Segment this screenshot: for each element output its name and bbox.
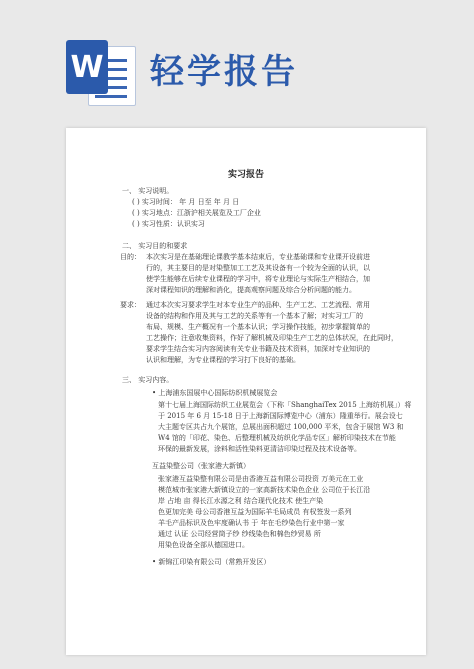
requirement-line: 工艺操作；注意收集资料，作好了解机械及印染生产工艺的总体状况，在此同时， bbox=[146, 334, 398, 342]
requirement-label: 要求： bbox=[120, 301, 141, 309]
banner bbox=[0, 0, 474, 115]
sub-item-line: 张家港互益染整有限公司是由香港互益有限公司投资 万美元在工业 bbox=[158, 475, 364, 483]
sub-item-line: 于 2015 年 6 月 15-18 日于上海新国际博览中心（浦东）隆重举行。展会设七 bbox=[158, 412, 403, 420]
sub-item-line: 大主题专区共占九个展馆，总展出面积超过 100,000 平米，包含于展馆 W3 和 bbox=[158, 423, 404, 431]
goal-line: 深对课程知识的理解和消化，提高观察问题及综合分析问题的能力。 bbox=[146, 286, 356, 294]
sub-item-line: 第十七届上海国际纺织工业展览会（下称「ShanghaiTex 2015 上海纺机展」）将 bbox=[158, 401, 412, 409]
practice-time: ( ) 实习时间： 年 月 日至 年 月 日 bbox=[132, 198, 240, 206]
sub-item-line: 用染色设备全部从德国进口。 bbox=[158, 541, 249, 549]
sub-item-title: • 新锦江印染有限公司（常熟开发区） bbox=[152, 558, 271, 566]
requirement-line: 布局、规模、生产概况有一个基本认识；学习操作技能，初步掌握简单的 bbox=[146, 323, 370, 331]
sub-item-line: 岸 占地 亩 得长江水源之利 结合现代化技术 使生产染 bbox=[158, 497, 324, 505]
requirement-line: 通过本次实习要求学生对本专业生产的品种、生产工艺、工艺流程、常用 bbox=[146, 301, 370, 309]
sub-item-title: • 上海浦东国展中心国际纺织机械展览会 bbox=[152, 389, 278, 397]
sub-item-line: W4 馆的「印花、染色、后整理机械及纺织化学品专区」解析印染技术在节能 bbox=[158, 434, 396, 442]
practice-location: ( ) 实习地点：江浙沪相关展览及工厂企业 bbox=[132, 209, 261, 217]
sub-item-line: 色更加完美 母公司香港互益为国际羊毛局成员 有权签发一系列 bbox=[158, 508, 352, 516]
requirement-line: 认识和理解，为专业课程的学习打下良好的基础。 bbox=[146, 356, 300, 364]
goal-line: 本次实习是在基础理论课教学基本结束后，专业基础课和专业课开设前进 bbox=[146, 253, 370, 261]
word-document-icon bbox=[66, 40, 136, 108]
requirement-line: 设备的结构和作用及其与工艺的关系等有一个基本了解；对实习工厂的 bbox=[146, 312, 363, 320]
document-title: 实习报告 bbox=[228, 170, 265, 180]
banner-title: 轻学报告 bbox=[150, 52, 298, 92]
section-3-heading: 三、 实习内容。 bbox=[122, 376, 174, 384]
sub-item-line: 环保的最新发展，涂料和活性染料更清洁印染过程及技术设备等。 bbox=[158, 445, 361, 453]
goal-line: 使学生能够在后续专业课程的学习中，将专业理论与实际生产相结合，加 bbox=[146, 275, 370, 283]
sub-item-line: 通过 认证 公司经营筒子纱 纱线染色和棉色纱贸易 所 bbox=[158, 530, 321, 538]
document-page bbox=[66, 128, 426, 655]
requirement-line: 要求学生结合实习内容阅读有关专业书籍及技术资料，加深对专业知识的 bbox=[146, 345, 370, 353]
word-logo-letter: W bbox=[66, 40, 108, 94]
section-1-heading: 一、 实习说明。 bbox=[122, 187, 174, 195]
goal-label: 目的： bbox=[120, 253, 141, 261]
goal-line: 行的，其主要目的是对染整加工工艺及其设备有一个较为全面的认识，以 bbox=[146, 264, 370, 272]
sub-item-title: 互益染整公司（张家港大新镇） bbox=[152, 462, 250, 470]
section-2-heading: 二、 实习目的和要求 bbox=[122, 242, 188, 250]
sub-item-line: 羊毛产品标识及色牢度确认书 于 年在毛纱染色行业中第一家 bbox=[158, 519, 345, 527]
practice-type: ( ) 实习性质：认识实习 bbox=[132, 220, 205, 228]
sub-item-line: 模范城市张家港大新镇设立的一家高新技术染色企业 公司位于长江沿 bbox=[158, 486, 371, 494]
